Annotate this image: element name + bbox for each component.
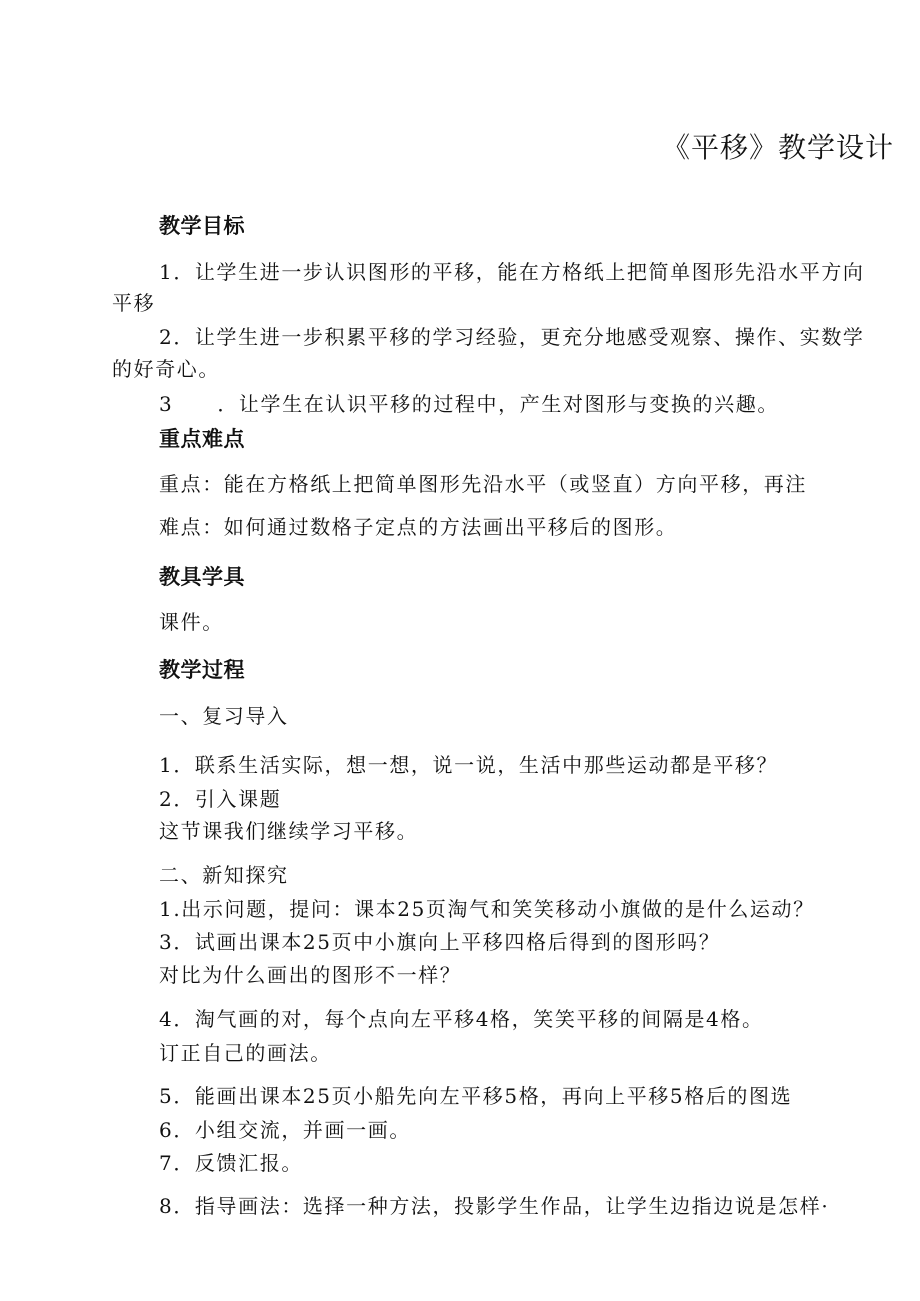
part-1-item-3: 这节课我们继续学习平移。: [159, 819, 419, 843]
objective-3-number: 3: [159, 392, 174, 416]
objective-3: [159, 391, 779, 417]
part-2-item-1: 1.出示问题，提问：课本25页淘气和笑笑移动小旗做的是什么运动？: [159, 897, 815, 921]
part-2-item-5: 订正自己的画法。: [159, 1041, 332, 1065]
key-point-text: 重点：能在方格纸上把简单图形先沿水平（或竖直）方向平移，再注: [159, 472, 807, 496]
part-2-item-4: 4．淘气画的对，每个点向左平移4格，笑笑平移的间隔是4格。: [159, 1007, 764, 1031]
tools-heading: 教具学具: [159, 565, 245, 589]
part-2-item-8: 7．反馈汇报。: [159, 1151, 303, 1175]
objective-3-text: ．让学生在认识平移的过程中，产生对图形与变换的兴趣。: [217, 392, 779, 416]
part-1-item-1: 1．联系生活实际，想一想，说一说，生活中那些运动都是平移？: [159, 753, 779, 777]
part-2-item-7: 6．小组交流，并画一画。: [159, 1118, 411, 1142]
key-points-heading: 重点难点: [159, 427, 245, 451]
process-heading: 教学过程: [159, 658, 245, 682]
part-2-item-2: 3．试画出课本25页中小旗向上平移四格后得到的图形吗？: [159, 930, 721, 954]
objective-1-line-1: 1．让学生进一步认识图形的平移，能在方格纸上把简单图形先沿水平方向: [159, 260, 865, 284]
part-2-item-6: 5．能画出课本25页小船先向左平移5格，再向上平移5格后的图选: [159, 1084, 793, 1108]
part-2-heading: 二、新知探究: [159, 863, 289, 887]
objective-1-line-2: 平移: [112, 291, 156, 315]
part-1-heading: 一、复习导入: [159, 704, 289, 728]
difficult-point-text: 难点：如何通过数格子定点的方法画出平移后的图形。: [159, 515, 678, 539]
page-title: 《平移》教学设计: [662, 131, 895, 164]
objectives-heading: 教学目标: [159, 214, 245, 238]
objective-2-line-1: 2．让学生进一步积累平移的学习经验，更充分地感受观察、操作、实数学: [159, 325, 865, 349]
part-2-item-3: 对比为什么画出的图形不一样？: [159, 963, 462, 987]
part-2-item-9: 8．指导画法：选择一种方法，投影学生作品，让学生边指边说是怎样·: [159, 1194, 830, 1218]
objective-2-line-2: 的好奇心。: [112, 357, 220, 381]
tools-text: 课件。: [159, 610, 224, 634]
part-1-item-2: 2．引入课题: [159, 787, 282, 811]
